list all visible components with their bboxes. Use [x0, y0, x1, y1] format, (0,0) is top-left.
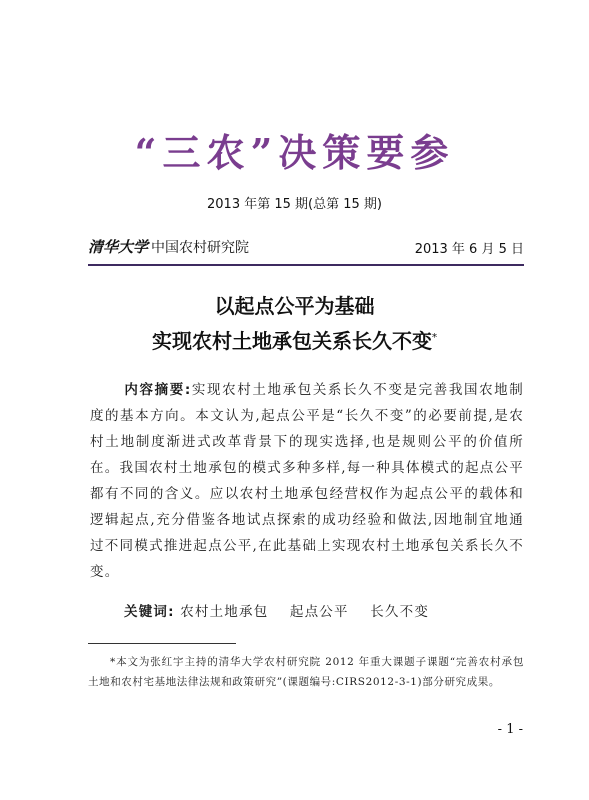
header-divider: [88, 264, 524, 266]
issue-number: 2013 年第 15 期(总第 15 期): [207, 197, 382, 212]
abstract-label: 内容摘要:: [124, 382, 192, 398]
article-title-line1: 以起点公平为基础: [214, 294, 375, 318]
page-number: - 1 -: [497, 722, 523, 737]
masthead-title: “三农”决策要参: [134, 130, 455, 175]
publication-date: 2013 年 6 月 5 日: [414, 242, 524, 257]
abstract: [90, 377, 524, 585]
institution-name: 中国农村研究院: [151, 240, 250, 256]
footnote-text: *本文为张红宇主持的清华大学农村研究院 2012 年重大课题子课题“完善农村承包土地和农村宅基地法律法规和政策研究”(课题编号:CIRS2012-3-1)部分研究成果。: [88, 656, 524, 688]
article-title-line2: [0, 325, 589, 354]
keyword: 起点公平: [289, 604, 349, 620]
footnote-mark: *: [432, 332, 437, 344]
keywords: [124, 600, 445, 620]
footnote-divider: [88, 643, 236, 644]
keywords-label: 关键词:: [124, 604, 175, 620]
article-title-line2-text: 实现农村土地承包关系长久不变: [152, 329, 432, 353]
keyword: 农村土地承包: [180, 604, 269, 620]
keyword: 长久不变: [370, 604, 430, 620]
abstract-text: 实现农村土地承包关系长久不变是完善我国农地制度的基本方向。本文认为,起点公平是“长久不变”的必要前提,是农村土地制度渐进式改革背景下的现实选择,也是规则公平的价值所在。我国农村土地承包的模式多种多样,每一种具体模式的起点公平都有不同的含义。应以农村土地承包经营权作为起点公平的载体和逻辑起点,充分借鉴各地试点探索的成功经验和做法,因地制宜地通过不同模式推进起点公平,在此基础上实现农村土地承包关系长久不变。: [90, 382, 524, 580]
institution: [88, 236, 249, 257]
footnote: [88, 652, 524, 692]
institution-logo: 清华大学: [88, 238, 149, 256]
